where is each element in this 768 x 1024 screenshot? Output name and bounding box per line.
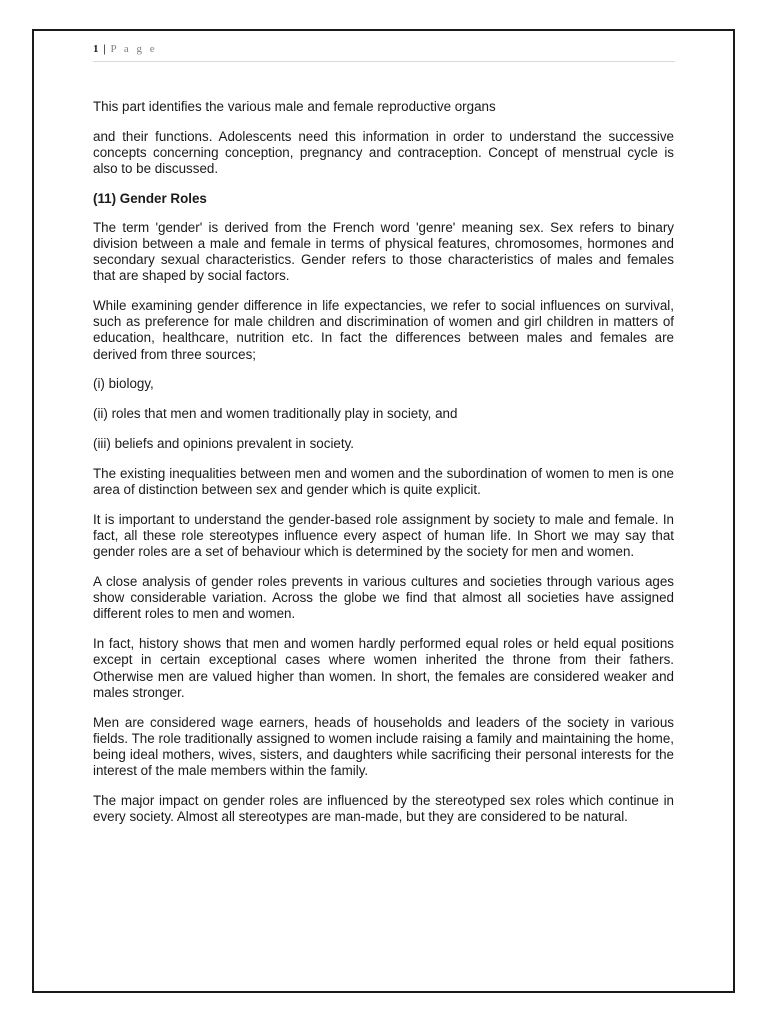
document-body bbox=[93, 99, 674, 839]
header-separator: | bbox=[103, 43, 106, 55]
list-item-biology: (i) biology, bbox=[93, 376, 154, 392]
paragraph-intro: This part identifies the various male and female reproductive organs bbox=[93, 99, 496, 114]
paragraph-role-assignment: It is important to understand the gender-based role assignment by society to male and female. In fact, all these role stereotypes influence every aspect of human life. In Short we may say that gender roles are a set of behaviour which is determined by the society for men and women. bbox=[93, 511, 674, 560]
paragraph-stereotypes: The major impact on gender roles are influenced by the stereotyped sex roles which continue in every society. Almost all stereotypes are man-made, but they are considered to be natural. bbox=[93, 793, 674, 825]
list-item-beliefs: (iii) beliefs and opinions prevalent in society. bbox=[93, 436, 355, 451]
paragraph-men-roles: Men are considered wage earners, heads of households and leaders of the society in various fields. The role traditionally assigned to women include raising a family and maintaining the home, being ideal mothers, wives, sisters, and daughters while sacrificing their personal interests for the interest of the male members within the family. bbox=[93, 714, 674, 779]
paragraph-inequalities: The existing inequalities between men and women and the subordination of women to men is one area of distinction between sex and gender which is quite explicit. bbox=[93, 465, 674, 497]
page-label: P a g e bbox=[110, 43, 158, 55]
paragraph-gender-term: The term 'gender' is derived from the French word 'genre' meaning sex. Sex refers to binary division between a male and female in terms of physical features, chromosomes, hormones and secondary sexual characteristics. Gender refers to those characteristics of males and females that are shaped by social factors. bbox=[93, 219, 674, 284]
paragraph-analysis: A close analysis of gender roles prevents in various cultures and societies through various ages show considerable variation. Across the globe we find that almost all societies have assigned different roles to men and women. bbox=[93, 574, 674, 622]
paragraph-history: In fact, history shows that men and women hardly performed equal roles or held equal positions except in certain exceptional cases where women inherited the throne from their fathers. Otherwise men are valued higher than women. In short, the females are considered weaker and males stronger. bbox=[93, 636, 674, 700]
page-header bbox=[93, 43, 675, 62]
paragraph-life-expectancy: While examining gender difference in life expectancies, we refer to social influences on survival, such as preference for male children and discrimination of women and girl children in matters of education, healthcare, nutrition etc. In fact the differences between males and females are derived from three sources; bbox=[93, 298, 674, 362]
list-item-roles: (ii) roles that men and women traditionally play in society, and bbox=[93, 406, 458, 422]
page-number: 1 bbox=[93, 43, 99, 55]
paragraph-functions: and their functions. Adolescents need this information in order to understand the successive concepts concerning conception, pregnancy and contraception. Concept of menstrual cycle is also to be discussed. bbox=[93, 128, 674, 177]
section-heading: (11) Gender Roles bbox=[93, 191, 207, 206]
